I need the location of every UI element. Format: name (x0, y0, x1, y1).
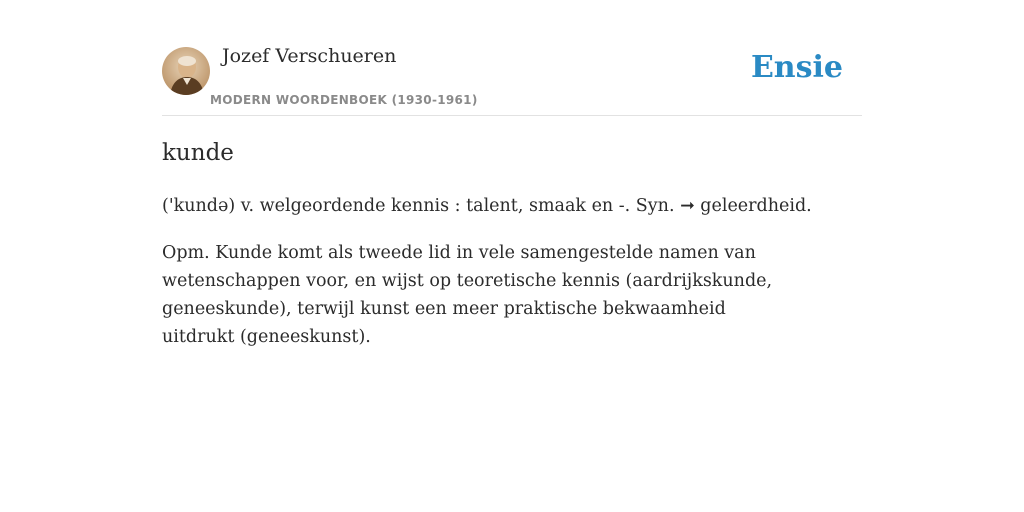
author-avatar[interactable] (162, 47, 210, 95)
author-name[interactable]: Jozef Verschueren (222, 45, 397, 67)
definition-text: ('kundə) v. welgeordende kennis : talent, smaak en -. Syn. ➞ geleerdheid. (162, 196, 812, 216)
headword: kunde (162, 140, 234, 166)
portrait-icon (162, 47, 210, 95)
note-text: Opm. Kunde komt als tweede lid in vele samengestelde namen van wetenschappen voor, en wijst op teoretische kennis (aardrijkskunde, geneeskunde), terwijl kunst een meer praktische bekwaamheid uitdrukt (geneeskunst). (162, 243, 773, 347)
brand-logo[interactable]: Ensie (750, 50, 843, 85)
header (162, 0, 862, 116)
entry-card (162, 0, 862, 347)
source-label: MODERN WOORDENBOEK (1930-1961) (210, 93, 478, 107)
